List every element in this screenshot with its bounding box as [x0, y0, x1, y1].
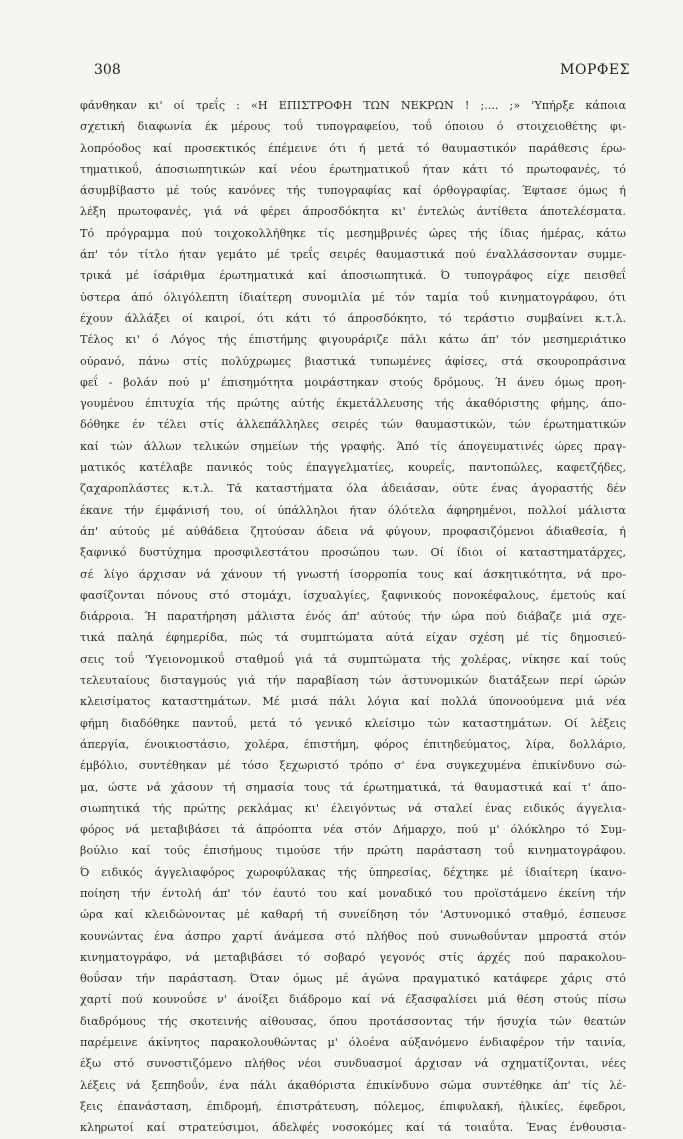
text-line: τηματικοΰ, άποσιωπητικών καί νέου έρωτηματικοΰ ήταν κάτι τό πρωτοφανές, τό	[80, 162, 626, 176]
text-line: διάρροια. Ή παρατήρηση μάλιστα ένός άπ' αύτούς τήν ώρα πού διάβαζε μιά σχε-	[80, 610, 626, 624]
text-line: ζαχαροπλάστες κ.τ.λ. Τά καταστήματα όλα άδειάσαν, ούτε ένας άγοραστής δέν	[80, 482, 626, 496]
text-line: παρέμεινε άκίνητος παρακολουθώντας μ' όλοένα αύξανόμενο ένδιαφέρον τήν ταινία,	[80, 1036, 626, 1050]
text-line: χαρτί πού κουνοΰσε ν' άνοίξει διάδρομο καί νά έξασφαλίσει μιά θέση στούς πίσω	[80, 993, 626, 1007]
text-line: τικά παληά έφημερίδα, πώς τά συμπτώματα αύτά είχαν σχέση μέ τίς δημοσιεύ-	[80, 631, 626, 645]
text-line: κλεισίματος καταστημάτων. Μέ μισά πάλι λόγια καί πολλά ύπονοούμενα μιά νέα	[80, 695, 626, 709]
text-line: δόθηκε έν τέλει στίς άλλεπάλληλες σειρές τών θαυμαστικών, τών έρωτηματικών	[80, 418, 626, 432]
text-line: κληρωτοί καί στρατεύσιμοι, άδελφές νοσοκόμες καί τά τοιαΰτα. Ένας ένθουσια-	[80, 1121, 626, 1135]
text-line: ποίηση τήν έντολή άπ' τόν έαυτό του καί μοναδικό του προϊστάμενο έκείνη τήν	[80, 886, 626, 900]
text-line: βούλιο καί τούς έπισήμους τιμούσε τήν πρώτη παράσταση τοΰ κινηματογράφου.	[80, 844, 626, 858]
text-line: ύστερα άπό όλιγόλεπτη ίδιαίτερη συνομιλία μέ τόν ταμία τοΰ κινηματογράφου, ότι	[80, 290, 626, 304]
text-line: κινηματογράφο, νά μεταβιβάσει τό σοβαρό γεγονός στίς άρχές πού παρακολου-	[80, 950, 626, 964]
text-line: ματικός κατέλαβε πανικός τούς έπαγγελματίες, κουρεΐς, παντοπώλες, καφετζήδες,	[80, 461, 626, 475]
text-line: μα, ώστε νά χάσουν τή σημασία τους τά έρωτηματικά, τά θαυμαστικά καί τ' άπο-	[80, 780, 626, 794]
text-line: ώρα καί κλειδώνοντας μέ καθαρή τή συνείδηση τόν 'Αστυνομικό σταθμό, έσπευσε	[80, 908, 626, 922]
text-line: λοπρόοδος καί προσεκτικός έπέμεινε ότι ή μετά τό θαυμαστικόν παράθεσις έρω-	[80, 141, 626, 155]
text-line: σεις τοΰ 'Υγειονομικοΰ σταθμοΰ γιά τά συμπτώματα τής χολέρας, νίκησε καί τούς	[80, 652, 626, 666]
text-line: έκανε τήν έμφάνισή του, οί ύπάλληλοι ήταν όλότελα άφηρημένοι, πολλοί μάλιστα	[80, 503, 626, 517]
text-line: έχουν άλλάξει οί καιροί, ότι κάτι τό άπροσδόκητο, τό τεράστιο συμβαίνει κ.τ.λ.	[80, 311, 626, 325]
text-line: άπ' τόν τίτλο ήταν γεμάτο μέ τρεΐς σειρές θαυμαστικά πού έναλλάσσονταν συμμε-	[80, 248, 626, 262]
text-line: Ό ειδικός άγγελιαφόρος χωροφύλακας τής ύπηρεσίας, δέχτηκε μέ ίδιαίτερη ίκανο-	[80, 865, 626, 879]
text-line: άσυμβίβαστο μέ τούς κανόνες τής τυπογραφίας καί όρθογραφίας. Έφτασε όμως ή	[80, 184, 626, 198]
text-line: καί τών άλλων τελικών σημείων τής γραφής. Άπό τίς άπογευματινές ώρες πραγ-	[80, 439, 626, 453]
text-line: φόρος νά μεταβιβάσει τά άπρόοπτα νέα στόν Δήμαρχο, πού μ' όλόκληρο τό Συμ-	[80, 823, 626, 837]
text-line: τρικά μέ ίσάριθμα έρωτηματικά καί άποσιωπητικά. Ό τυπογράφος είχε πεισθεΐ	[80, 269, 626, 283]
text-line: φεΐ - βολάν πού μ' έπισημότητα μοιράστηκαν στούς δρόμους. Ή άνευ όμως προη-	[80, 375, 626, 389]
text-line: άπ' αύτούς μέ αύθάδεια ζητούσαν άδεια νά φύγουν, προφασιζόμενοι άδιαθεσία, ή	[80, 524, 626, 538]
text-line: διαδρόμους τής σκοτεινής αίθουσας, όπου προτάσσοντας τήν ήσυχία τών θεατών	[80, 1014, 626, 1028]
text-line: κουνώντας ένα άσπρο χαρτί άνάμεσα στό πλήθος πού συνωθοΰνταν μπροστά στόν	[80, 929, 626, 943]
text-line: σχετική διαφωνία έκ μέρους τοΰ τυπογραφείου, τοΰ όποιου ό στοιχειοθέτης φι-	[80, 120, 626, 134]
text-line: τελευταίους δισταγμούς γιά τήν παραβίαση τών άστυνομικών διατάξεων περί ώρών	[80, 674, 626, 688]
text-line: Τό πρόγραμμα πού τοιχοκολλήθηκε τίς μεσημβρινές ώρες τής ίδιας ήμέρας, κάτω	[80, 226, 626, 240]
text-line: Τέλος κι' ό Λόγος τής έπιστήμης φιγουράριζε πάλι κάτω άπ' τόν μεσημεριάτικο	[80, 333, 626, 347]
text-line: σιωπητικά τής πρώτης ρεκλάμας κι' έλειγόντως νά σταλεί ένας ειδικός άγγελια-	[80, 801, 626, 815]
text-line: φασίζονται πόνους στό στομάχι, ίσχυαλγίες, ξαφνικούς πονοκέφαλους, έμετούς καί	[80, 588, 626, 602]
text-line: φήμη διαδόθηκε παντοΰ, μετά τό γενικό κλείσιμο τών καταστημάτων. Οί λέξεις	[80, 716, 626, 730]
text-line: λέξεις νά ξεπηδοΰν, ένα πάλι άκαθόριστα έπικίνδυνο σώμα συντέθηκε άπ' τίς λέ-	[80, 1078, 626, 1092]
text-line: φάνθηκαν κι' οί τρεΐς : «Η ΕΠΙΣΤΡΟΦΗ ΤΩΝ ΝΕΚΡΩΝ ! ;.... ;» 'Υπήρξε κάποια	[80, 99, 626, 112]
text-line: γουμένου έπιτυχία τής πρώτης αύτής έκμετάλλευσης τής άκαθόριστης φήμης, άπο-	[80, 397, 626, 411]
text-line: ούρανό, πάνω στίς πολύχρωμες βιαστικά τυπωμένες άφίσες, στά σκουροπράσινα	[80, 354, 626, 368]
text-line: λέξη πρωτοφανές, γιά νά φέρει άπροσδόκητα κι' έντελώς άντίθετα άποτελέσματα.	[80, 205, 626, 219]
text-line: θοΰσαν τήν παράσταση. Όταν όμως μέ άγώνα πραγματικό κατάφερε χάρις στό	[80, 972, 626, 986]
page-header	[94, 62, 630, 86]
text-line: έμβόλιο, συντέθηκαν μέ τόσο ξεχωριστό τρόπο σ' ένα συγκεχυμένα έπικίνδυνο σώ-	[80, 759, 626, 773]
text-line: ξαφνικό δυστύχημα προσφιλεστάτου προσώπου των. Οί ίδιοι οί καταστηματάρχες,	[80, 546, 626, 560]
running-head: ΜΟΡΦΕΣ	[560, 62, 630, 78]
body-text	[80, 95, 626, 1139]
page-number: 308	[94, 62, 121, 78]
text-line: έξω στό συνοστιζόμενο πλήθος νέοι συνδυασμοί άρχισαν νά σχηματίζονται, νέες	[80, 1057, 626, 1071]
text-line: σέ λίγο άρχισαν νά χάνουν τή γνωστή ίσορροπία τους καί άσκητικότητα, νά προ-	[80, 567, 626, 581]
text-line: ξεις έπανάσταση, έπιδρομή, έπιστράτευση, πόλεμος, έπιφυλακή, ήλικίες, έφεδροι,	[80, 1099, 626, 1113]
text-line: άπεργία, ένοικιοστάσιο, χολέρα, έπιστήμη, φόρος έπιτηδεύματος, λίρα, δολλάριο,	[80, 737, 626, 751]
